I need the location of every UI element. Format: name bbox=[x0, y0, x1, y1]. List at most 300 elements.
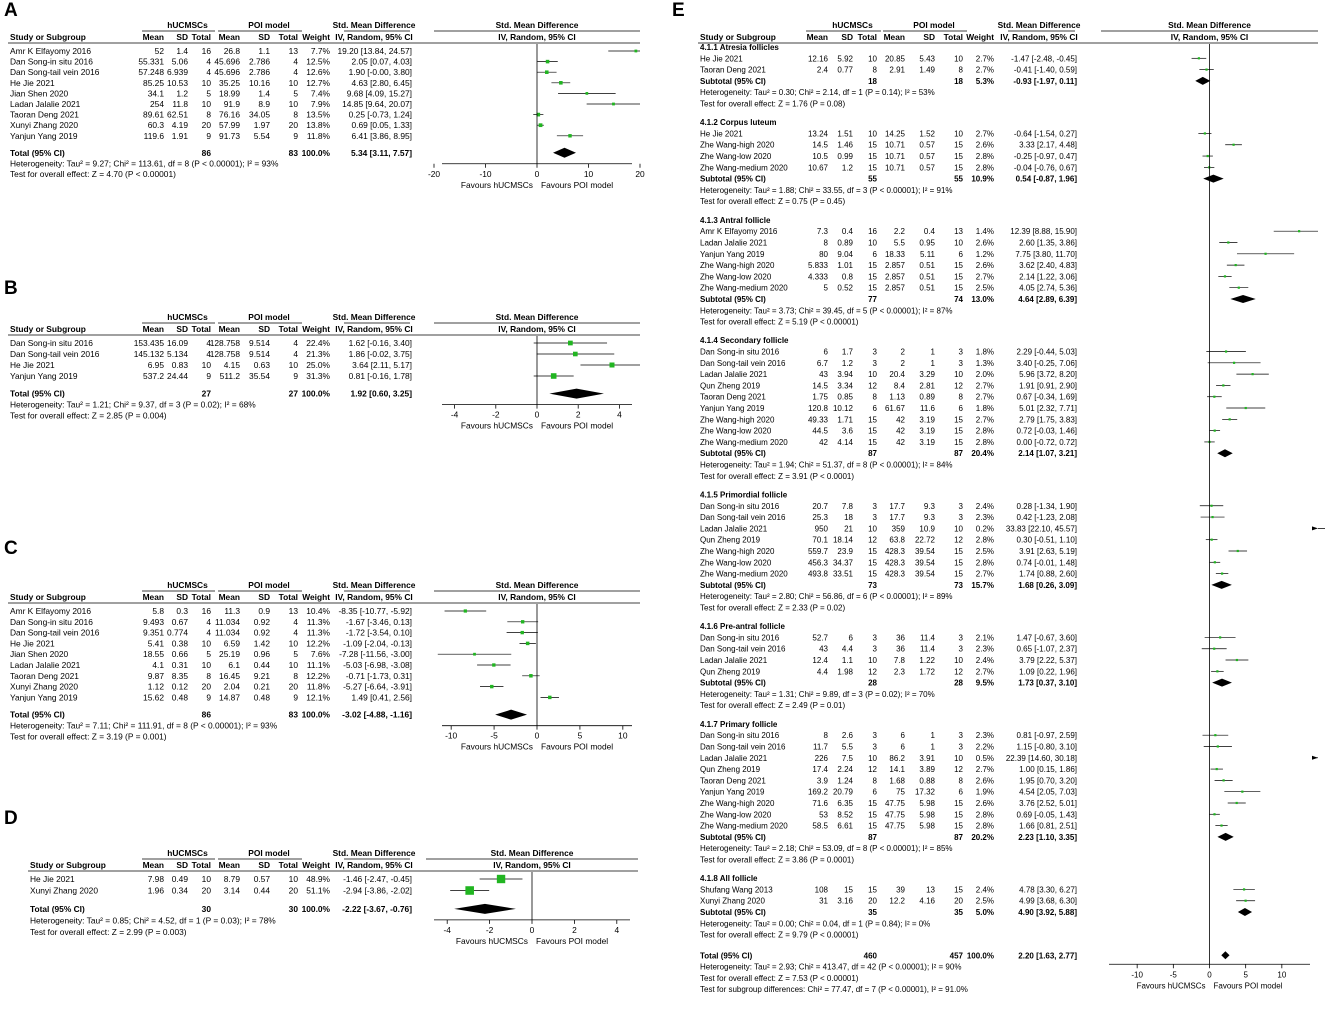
subtotal-n2-4: 73 bbox=[954, 580, 963, 590]
study-row-0-weight: 7.7% bbox=[310, 46, 330, 56]
study-row-1-n1: 4 bbox=[206, 616, 211, 627]
subgroup-4-row-1-m2: 17.7 bbox=[889, 513, 905, 523]
study-row-1-n2: 4 bbox=[293, 56, 298, 67]
study-row-0-n2: 10 bbox=[288, 874, 298, 884]
subgroup-2-row-3-m1: 5.833 bbox=[807, 261, 828, 271]
subgroup-1-row-3-n1: 15 bbox=[868, 163, 877, 173]
study-row-5-ci: 14.85 [9.64, 20.07] bbox=[342, 99, 412, 109]
subgroup-2-row-0-sd1: 0.4 bbox=[841, 227, 853, 237]
x-tick-label-4: 4 bbox=[617, 409, 622, 420]
subgroup-6-row-6-marker bbox=[1236, 802, 1238, 804]
subgroup-5-row-1-m2: 36 bbox=[896, 644, 905, 654]
subgroup-4-row-3-n1: 12 bbox=[868, 535, 877, 545]
x-tick-label-2: 0 bbox=[534, 409, 540, 420]
subgroup-overall-2: Test for overall effect: Z = 5.19 (P < 0.00001) bbox=[700, 317, 859, 327]
subgroup-4-row-4-m1: 559.7 bbox=[807, 546, 828, 556]
study-row-3-n2: 9 bbox=[293, 371, 298, 381]
subgroup-3-row-2-m2: 20.4 bbox=[889, 370, 905, 380]
subgroup-6-row-0-n2: 3 bbox=[958, 731, 963, 741]
total-ci: 1.92 [0.60, 3.25] bbox=[350, 388, 412, 399]
subgroup-heterogeneity-7: Heterogeneity: Tau² = 0.00; Chi² = 0.04, df = 1 (P = 0.84); I² = 0% bbox=[700, 919, 931, 929]
study-row-1-m1: 145.132 bbox=[133, 349, 164, 359]
subtotal-ci-4: 1.68 [0.26, 3.09] bbox=[1018, 580, 1077, 590]
subgroup-6-row-8-n1: 15 bbox=[868, 821, 877, 831]
subgroup-4-row-2-n1: 10 bbox=[868, 524, 877, 534]
subgroup-2-row-1-m1: 8 bbox=[823, 238, 828, 248]
header-m1: Mean bbox=[142, 32, 164, 42]
subgroup-4-row-2-sd1: 21 bbox=[844, 524, 853, 534]
study-row-2-m1: 6.95 bbox=[147, 360, 164, 370]
subtotal-n1-5: 28 bbox=[868, 678, 877, 688]
study-row-0-weight: 22.4% bbox=[306, 338, 330, 348]
subtotal-n2-3: 87 bbox=[954, 449, 963, 459]
subgroup-2-row-4-name: Zhe Wang-low 2020 bbox=[700, 272, 772, 282]
subgroup-1-row-0-m1: 13.24 bbox=[807, 129, 828, 139]
study-row-5-n1: 10 bbox=[201, 660, 211, 670]
study-row-4-weight: 7.4% bbox=[310, 88, 330, 99]
subtotal-ci-5: 1.73 [0.37, 3.10] bbox=[1018, 678, 1077, 688]
subgroup-2-row-4-n2: 15 bbox=[954, 272, 963, 282]
subgroup-3-row-0-m2: 2 bbox=[900, 347, 905, 357]
subgroup-6-row-3-m2: 14.1 bbox=[889, 765, 905, 775]
study-row-1-m2: 3.14 bbox=[223, 885, 240, 896]
subgroup-4-row-2-m1: 950 bbox=[814, 524, 828, 534]
study-row-4-m2: 25.19 bbox=[219, 649, 240, 660]
study-row-1-weight: 21.3% bbox=[306, 349, 330, 359]
subtotal-label-2: Subtotal (95% CI) bbox=[700, 294, 766, 304]
header-n1: Total bbox=[191, 32, 211, 42]
study-row-3-ci: 4.63 [2.80, 6.45] bbox=[351, 77, 412, 88]
subtotal-diamond-7 bbox=[1238, 908, 1252, 916]
subgroup-6-row-0-m2: 6 bbox=[900, 731, 905, 741]
subgroup-3-row-3-sd2: 2.81 bbox=[919, 381, 935, 391]
subgroup-1-row-2-n1: 15 bbox=[868, 152, 877, 162]
study-row-6-name: Taoran Deng 2021 bbox=[10, 109, 79, 120]
study-row-4-name: Jian Shen 2020 bbox=[10, 88, 69, 99]
subgroup-0-row-1-m2: 2.91 bbox=[889, 65, 905, 75]
header-group2: POI model bbox=[248, 20, 290, 30]
overall-effect-text: Test for overall effect: Z = 3.19 (P = 0.001) bbox=[10, 731, 167, 742]
total-label: Total (95% CI) bbox=[10, 147, 65, 158]
subgroup-2-row-0-sd2: 0.4 bbox=[923, 227, 935, 237]
subgroup-7-row-1-sd1: 3.16 bbox=[837, 896, 853, 906]
study-row-1-ci: -1.67 [-3.46, 0.13] bbox=[345, 616, 412, 627]
subgroup-1-row-1-n2: 15 bbox=[954, 140, 963, 150]
subgroup-3-row-3-marker bbox=[1222, 384, 1224, 386]
study-row-2-n1: 10 bbox=[201, 360, 211, 370]
subgroup-5-row-2-sd1: 1.1 bbox=[841, 656, 853, 666]
study-row-7-n2: 20 bbox=[288, 120, 298, 131]
header-m1: Mean bbox=[806, 32, 828, 42]
study-row-4-n2: 5 bbox=[293, 88, 298, 99]
subgroup-3-row-2-n1: 10 bbox=[868, 370, 877, 380]
subgroup-6-row-4-m1: 3.9 bbox=[816, 776, 828, 786]
study-row-0-marker bbox=[634, 50, 637, 53]
study-row-3-m2: 35.25 bbox=[219, 77, 240, 88]
header-study: Study or Subgroup bbox=[30, 860, 106, 870]
subgroup-4-row-0-ci: 0.28 [-1.34, 1.90] bbox=[1016, 501, 1077, 511]
forest-plot-E bbox=[698, 18, 1320, 1018]
subgroup-5-row-1-sd1: 4.4 bbox=[841, 644, 853, 654]
study-row-3-m1: 537.2 bbox=[143, 371, 164, 381]
subtotal-diamond-6 bbox=[1217, 833, 1233, 841]
study-row-0-m1: 7.98 bbox=[147, 874, 164, 884]
subgroup-3-row-6-name: Zhe Wang-high 2020 bbox=[700, 415, 775, 425]
header-sd1: SD bbox=[176, 324, 188, 334]
study-row-2-marker bbox=[545, 70, 549, 74]
header-smd-method: IV, Random, 95% CI bbox=[335, 324, 413, 334]
subgroup-6-row-7-weight: 2.8% bbox=[975, 810, 994, 820]
overall-effect-text: Test for overall effect: Z = 4.70 (P < 0.00001) bbox=[10, 168, 176, 179]
subgroup-4-row-5-m2: 428.3 bbox=[884, 558, 905, 568]
study-row-6-m1: 9.87 bbox=[147, 670, 164, 681]
total-weight: 100.0% bbox=[301, 903, 330, 914]
study-row-6-m2: 16.45 bbox=[219, 670, 240, 681]
heterogeneity-text: Heterogeneity: Tau² = 1.21; Chi² = 9.37, df = 3 (P = 0.02); I² = 68% bbox=[10, 399, 256, 410]
study-row-3-n1: 10 bbox=[201, 638, 211, 649]
study-row-1-ci: -2.94 [-3.86, -2.02] bbox=[343, 885, 412, 896]
study-row-0-m1: 5.8 bbox=[152, 606, 164, 616]
study-row-2-n2: 4 bbox=[293, 67, 298, 78]
subgroup-3-row-7-sd1: 3.6 bbox=[841, 426, 853, 436]
x-tick-label-2: 0 bbox=[1207, 970, 1212, 980]
forest-plot-D bbox=[28, 846, 663, 946]
subgroup-1-row-1-m1: 14.5 bbox=[812, 140, 828, 150]
subgroup-6-row-2-weight: 0.5% bbox=[975, 753, 994, 763]
subgroup-3-row-4-sd1: 0.85 bbox=[837, 392, 853, 402]
subtotal-weight-7: 5.0% bbox=[975, 908, 994, 918]
header-smd-method: IV, Random, 95% CI bbox=[335, 32, 413, 42]
study-row-8-n2: 9 bbox=[293, 692, 298, 703]
subgroup-4-row-1-n2: 3 bbox=[958, 513, 963, 523]
subtotal-label-6: Subtotal (95% CI) bbox=[700, 832, 766, 842]
study-row-2-m1: 9.351 bbox=[143, 627, 164, 638]
study-row-7-n1: 20 bbox=[201, 681, 211, 692]
study-row-3-name: He Jie 2021 bbox=[10, 77, 55, 88]
header-n2: Total bbox=[278, 592, 298, 602]
header-smd-title: Std. Mean Difference bbox=[332, 20, 416, 30]
subgroup-1-row-2-m1: 10.5 bbox=[812, 152, 828, 162]
subgroup-1-row-0-marker bbox=[1204, 132, 1206, 134]
subgroup-2-row-5-sd2: 0.51 bbox=[919, 283, 935, 293]
header-smd-method-plot: IV, Random, 95% CI bbox=[498, 592, 576, 602]
subgroup-2-row-2-n1: 6 bbox=[872, 249, 877, 259]
header-n1: Total bbox=[191, 860, 211, 870]
study-row-3-sd1: 10.53 bbox=[167, 77, 188, 88]
subgroup-5-row-2-ci: 3.79 [2.22, 5.37] bbox=[1019, 656, 1077, 666]
overall-effect-text: Test for overall effect: Z = 7.53 (P < 0.00001) bbox=[700, 973, 859, 983]
subgroup-1-row-0-sd2: 1.52 bbox=[919, 129, 935, 139]
subgroup-7-row-0-sd1: 15 bbox=[844, 885, 853, 895]
subgroup-5-row-2-n1: 10 bbox=[868, 656, 877, 666]
study-row-4-marker bbox=[585, 92, 588, 95]
subgroup-3-row-0-sd1: 1.7 bbox=[841, 347, 853, 357]
study-row-5-name: Ladan Jalalie 2021 bbox=[10, 99, 81, 109]
subgroup-0-row-1-sd1: 0.77 bbox=[837, 65, 853, 75]
subgroup-2-row-0-marker bbox=[1298, 230, 1300, 232]
subtotal-ci-0: -0.93 [-1.97, 0.11] bbox=[1013, 76, 1077, 86]
header-smd-method: IV, Random, 95% CI bbox=[335, 592, 413, 602]
subgroup-0-row-1-name: Taoran Deng 2021 bbox=[700, 65, 766, 75]
header-smd-method-plot: IV, Random, 95% CI bbox=[493, 860, 571, 870]
study-row-8-sd1: 1.91 bbox=[171, 130, 188, 141]
heterogeneity-text: Heterogeneity: Tau² = 9.27; Chi² = 113.61, df = 8 (P < 0.00001); I² = 93% bbox=[10, 158, 279, 169]
subgroup-5-row-3-name: Qun Zheng 2019 bbox=[700, 667, 761, 677]
subgroup-3-row-0-n2: 3 bbox=[958, 347, 963, 357]
subgroup-2-row-2-weight: 1.2% bbox=[975, 249, 994, 259]
study-row-1-sd1: 0.34 bbox=[171, 885, 188, 896]
subgroup-3-row-2-marker bbox=[1252, 373, 1254, 375]
subgroup-3-row-1-weight: 1.3% bbox=[975, 358, 994, 368]
subgroup-6-row-1-ci: 1.15 [-0.80, 3.10] bbox=[1016, 742, 1077, 752]
header-m2: Mean bbox=[218, 32, 240, 42]
study-row-6-weight: 12.2% bbox=[306, 670, 330, 681]
subgroup-6-row-7-marker bbox=[1213, 813, 1215, 815]
subgroup-3-row-8-ci: 0.00 [-0.72, 0.72] bbox=[1016, 437, 1077, 447]
study-row-2-m1: 57.248 bbox=[138, 67, 164, 78]
x-tick-label-4: 10 bbox=[1277, 970, 1287, 980]
study-row-1-n1: 4 bbox=[206, 349, 211, 359]
header-smd-method-plot: IV, Random, 95% CI bbox=[498, 324, 576, 334]
study-row-3-n1: 10 bbox=[201, 77, 211, 88]
study-row-1-sd1: 5.06 bbox=[171, 56, 188, 67]
subgroup-4-row-5-name: Zhe Wang-low 2020 bbox=[700, 558, 772, 568]
total-label: Total (95% CI) bbox=[10, 388, 65, 399]
study-row-4-sd1: 0.66 bbox=[171, 649, 188, 660]
subgroup-0-row-0-sd1: 5.92 bbox=[837, 54, 853, 64]
study-row-1-name: Dan Song-in situ 2016 bbox=[10, 616, 93, 627]
total-label: Total (95% CI) bbox=[30, 903, 85, 914]
study-row-5-marker bbox=[612, 103, 615, 106]
total-n1: 86 bbox=[201, 147, 211, 158]
study-row-3-n1: 9 bbox=[206, 371, 211, 381]
subgroup-heterogeneity-6: Heterogeneity: Tau² = 2.18; Chi² = 53.09, df = 8 (P < 0.00001); I² = 85% bbox=[700, 844, 953, 854]
study-row-1-sd2: 2.786 bbox=[249, 56, 270, 67]
subgroup-3-row-5-marker bbox=[1245, 407, 1247, 409]
total-ci: -3.02 [-4.88, -1.16] bbox=[342, 709, 412, 720]
study-row-2-name: Dan Song-tail vein 2016 bbox=[10, 627, 100, 638]
subgroup-4-row-6-n1: 15 bbox=[868, 569, 877, 579]
subgroup-1-row-2-n2: 15 bbox=[954, 152, 963, 162]
subgroup-title-2: 4.1.3 Antral follicle bbox=[700, 215, 771, 225]
study-row-1-n1: 20 bbox=[201, 885, 211, 896]
subgroup-3-row-8-n1: 15 bbox=[868, 437, 877, 447]
subgroup-5-row-1-sd2: 11.4 bbox=[920, 644, 935, 654]
study-row-6-sd2: 34.05 bbox=[249, 109, 270, 120]
subgroup-2-row-0-m2: 2.2 bbox=[893, 227, 905, 237]
subgroup-overall-0: Test for overall effect: Z = 1.76 (P = 0.08) bbox=[700, 99, 846, 109]
subgroup-4-row-6-weight: 2.7% bbox=[975, 569, 994, 579]
study-row-8-m2: 14.87 bbox=[219, 692, 240, 703]
study-row-7-sd1: 4.19 bbox=[171, 120, 188, 131]
x-tick-label-2: 0 bbox=[534, 730, 540, 741]
subgroup-3-row-6-n2: 15 bbox=[954, 415, 963, 425]
subgroup-6-row-2-m1: 226 bbox=[814, 753, 828, 763]
subgroup-4-row-4-n1: 15 bbox=[868, 546, 877, 556]
subgroup-4-row-2-n2: 10 bbox=[954, 524, 963, 534]
study-row-3-name: He Jie 2021 bbox=[10, 638, 55, 649]
subgroup-4-row-5-n1: 15 bbox=[868, 558, 877, 568]
subgroup-6-row-8-sd1: 6.61 bbox=[837, 821, 853, 831]
subgroup-6-row-0-n1: 3 bbox=[872, 731, 877, 741]
subgroup-4-row-3-sd1: 18.14 bbox=[832, 535, 853, 545]
favours-right-label: Favours POI model bbox=[536, 935, 609, 946]
favours-left-label: Favours hUCMSCs bbox=[1136, 981, 1206, 991]
study-row-5-sd1: 11.8 bbox=[172, 99, 188, 109]
subgroup-6-row-3-n2: 12 bbox=[954, 765, 963, 775]
subgroup-heterogeneity-1: Heterogeneity: Tau² = 1.88; Chi² = 33.55, df = 3 (P < 0.00001); I² = 91% bbox=[700, 185, 953, 195]
subgroup-2-row-4-marker bbox=[1224, 275, 1226, 277]
subgroup-3-row-8-n2: 15 bbox=[954, 437, 963, 447]
total-ci: 5.34 [3.11, 7.57] bbox=[351, 147, 412, 158]
subgroup-1-row-1-sd1: 1.46 bbox=[837, 140, 853, 150]
subgroup-heterogeneity-3: Heterogeneity: Tau² = 1.94; Chi² = 51.37, df = 8 (P < 0.00001); I² = 84% bbox=[700, 460, 953, 470]
study-row-4-n1: 5 bbox=[206, 649, 211, 660]
subgroup-7-row-1-marker bbox=[1244, 900, 1246, 902]
study-row-2-ci: -1.72 [-3.54, 0.10] bbox=[345, 627, 412, 638]
subgroup-1-row-0-sd1: 1.51 bbox=[837, 129, 853, 139]
subgroup-6-row-4-sd1: 1.24 bbox=[837, 776, 853, 786]
subtotal-n1-0: 18 bbox=[868, 76, 877, 86]
subgroup-title-1: 4.1.2 Corpus luteum bbox=[700, 118, 777, 128]
subgroup-4-row-6-m1: 493.8 bbox=[807, 569, 828, 579]
study-row-3-marker bbox=[551, 373, 557, 379]
subgroup-4-row-6-ci: 1.74 [0.88, 2.60] bbox=[1019, 569, 1077, 579]
subgroup-1-row-2-ci: -0.25 [-0.97, 0.47] bbox=[1013, 152, 1077, 162]
study-row-2-sd2: 0.92 bbox=[253, 627, 270, 638]
subgroup-4-row-4-name: Zhe Wang-high 2020 bbox=[700, 546, 775, 556]
study-row-1-marker bbox=[465, 886, 474, 895]
subgroup-4-row-1-n1: 3 bbox=[872, 513, 877, 523]
study-row-1-name: Dan Song-in situ 2016 bbox=[10, 56, 93, 67]
study-row-2-m2: 45.696 bbox=[214, 67, 240, 78]
subgroup-2-row-2-sd2: 5.11 bbox=[920, 249, 935, 259]
subgroup-5-row-3-ci: 1.09 [0.22, 1.96] bbox=[1019, 667, 1077, 677]
header-sd1: SD bbox=[176, 860, 188, 870]
study-row-0-sd2: 0.57 bbox=[253, 874, 270, 884]
study-row-8-marker bbox=[548, 696, 551, 699]
subgroup-3-row-0-n1: 3 bbox=[872, 347, 877, 357]
total-n1: 460 bbox=[863, 951, 877, 961]
study-row-3-sd2: 35.54 bbox=[249, 371, 270, 381]
subgroup-5-row-1-n2: 3 bbox=[958, 644, 963, 654]
subgroup-3-row-1-sd1: 1.2 bbox=[841, 358, 853, 368]
study-row-2-m2: 11.034 bbox=[215, 627, 240, 638]
subgroup-3-row-1-m2: 2 bbox=[900, 358, 905, 368]
subgroup-6-row-4-name: Taoran Deng 2021 bbox=[700, 776, 766, 786]
subgroup-6-row-8-ci: 1.66 [0.81, 2.51] bbox=[1019, 821, 1077, 831]
subtotal-ci-2: 4.64 [2.89, 6.39] bbox=[1018, 294, 1077, 304]
study-row-2-m2: 4.15 bbox=[223, 360, 240, 370]
subgroup-0-row-1-weight: 2.7% bbox=[975, 65, 994, 75]
subtotal-n2-0: 18 bbox=[954, 76, 963, 86]
x-tick-label-0: -10 bbox=[1131, 970, 1143, 980]
subgroup-6-row-3-name: Qun Zheng 2019 bbox=[700, 765, 761, 775]
subgroup-3-row-5-weight: 1.8% bbox=[975, 404, 994, 414]
subgroup-4-row-2-m2: 359 bbox=[891, 524, 905, 534]
subgroup-2-row-5-weight: 2.5% bbox=[975, 283, 994, 293]
subgroup-4-row-1-ci: 0.42 [-1.23, 2.08] bbox=[1016, 513, 1077, 523]
subgroup-4-row-5-marker bbox=[1214, 561, 1216, 563]
study-row-8-m1: 119.6 bbox=[143, 130, 164, 141]
subtotal-ci-3: 2.14 [1.07, 3.21] bbox=[1018, 449, 1077, 459]
x-tick-label-3: 5 bbox=[577, 730, 583, 741]
subgroup-1-row-2-sd1: 0.99 bbox=[837, 152, 853, 162]
heterogeneity-text: Heterogeneity: Tau² = 0.85; Chi² = 4.52, df = 1 (P = 0.03); I² = 78% bbox=[30, 915, 276, 926]
subgroup-2-row-3-marker bbox=[1235, 264, 1237, 266]
header-group2: POI model bbox=[248, 580, 290, 590]
x-tick-label-2: 0 bbox=[529, 924, 535, 935]
subgroup-3-row-0-marker bbox=[1225, 350, 1227, 352]
subgroup-0-row-0-weight: 2.7% bbox=[975, 54, 994, 64]
subgroup-6-row-5-sd1: 20.79 bbox=[832, 787, 853, 797]
study-row-1-weight: 51.1% bbox=[306, 885, 330, 896]
study-row-0-name: Amr K Elfayomy 2016 bbox=[10, 46, 91, 56]
subgroup-4-row-3-ci: 0.30 [-0.51, 1.10] bbox=[1016, 535, 1077, 545]
subgroup-0-row-0-name: He Jie 2021 bbox=[700, 54, 743, 64]
subgroup-3-row-8-m2: 42 bbox=[896, 437, 905, 447]
total-label: Total (95% CI) bbox=[10, 709, 65, 720]
subgroup-1-row-3-m1: 10.67 bbox=[807, 163, 828, 173]
subgroup-1-row-1-name: Zhe Wang-high 2020 bbox=[700, 140, 775, 150]
subgroup-4-row-4-weight: 2.5% bbox=[975, 546, 994, 556]
study-row-1-n2: 4 bbox=[293, 616, 298, 627]
subgroup-6-row-5-ci: 4.54 [2.05, 7.03] bbox=[1019, 787, 1077, 797]
study-row-1-weight: 12.5% bbox=[306, 56, 330, 67]
subgroup-0-row-1-sd2: 1.49 bbox=[919, 65, 935, 75]
subgroup-7-row-1-n1: 20 bbox=[868, 896, 877, 906]
subgroup-6-row-0-weight: 2.3% bbox=[975, 731, 994, 741]
study-row-1-m2: 11.034 bbox=[215, 616, 240, 627]
study-row-4-m2: 18.99 bbox=[219, 88, 240, 99]
study-row-5-n2: 10 bbox=[288, 660, 298, 670]
header-group1: hUCMSCs bbox=[167, 20, 208, 30]
subgroup-3-row-6-m2: 42 bbox=[896, 415, 905, 425]
study-row-0-weight: 48.9% bbox=[306, 874, 330, 884]
subgroup-6-row-2-sd2: 3.91 bbox=[919, 753, 935, 763]
subgroup-3-row-2-sd1: 3.94 bbox=[837, 370, 853, 380]
subgroup-3-row-6-weight: 2.7% bbox=[975, 415, 994, 425]
study-row-0-ci: -1.46 [-2.47, -0.45] bbox=[343, 874, 412, 884]
total-ci: -2.22 [-3.67, -0.76] bbox=[342, 903, 412, 914]
subgroup-3-row-0-sd2: 1 bbox=[930, 347, 935, 357]
subgroup-6-row-0-marker bbox=[1214, 734, 1216, 736]
study-row-5-sd2: 0.44 bbox=[253, 660, 270, 670]
subgroup-3-row-4-sd2: 0.89 bbox=[919, 392, 935, 402]
subgroup-0-row-1-n2: 8 bbox=[958, 65, 963, 75]
subgroup-3-row-7-weight: 2.8% bbox=[975, 426, 994, 436]
subgroup-6-row-0-m1: 8 bbox=[823, 731, 828, 741]
subtotal-weight-2: 13.0% bbox=[971, 294, 994, 304]
subgroup-title-5: 4.1.6 Pre-antral follicle bbox=[700, 622, 785, 632]
subgroup-6-row-7-ci: 0.69 [-0.05, 1.43] bbox=[1016, 810, 1077, 820]
subgroup-6-row-5-n2: 6 bbox=[958, 787, 963, 797]
subgroup-2-row-0-name: Amr K Elfayomy 2016 bbox=[700, 227, 778, 237]
study-row-5-n2: 10 bbox=[288, 99, 298, 109]
x-tick-label-1: -2 bbox=[492, 409, 500, 420]
header-sd1: SD bbox=[176, 592, 188, 602]
study-row-0-n1: 4 bbox=[206, 338, 211, 348]
header-n1: Total bbox=[191, 324, 211, 334]
subgroup-6-row-2-n2: 10 bbox=[954, 753, 963, 763]
subtotal-ci-6: 2.23 [1.10, 3.35] bbox=[1018, 832, 1077, 842]
study-row-7-ci: 0.69 [0.05, 1.33] bbox=[351, 120, 412, 131]
subgroup-3-row-5-sd1: 10.12 bbox=[832, 404, 853, 414]
study-row-1-n2: 20 bbox=[288, 885, 298, 896]
subgroup-3-row-7-sd2: 3.19 bbox=[919, 426, 935, 436]
subgroup-3-row-4-name: Taoran Deng 2021 bbox=[700, 392, 766, 402]
subgroup-0-row-0-ci: -1.47 [-2.48, -0.45] bbox=[1011, 54, 1077, 64]
